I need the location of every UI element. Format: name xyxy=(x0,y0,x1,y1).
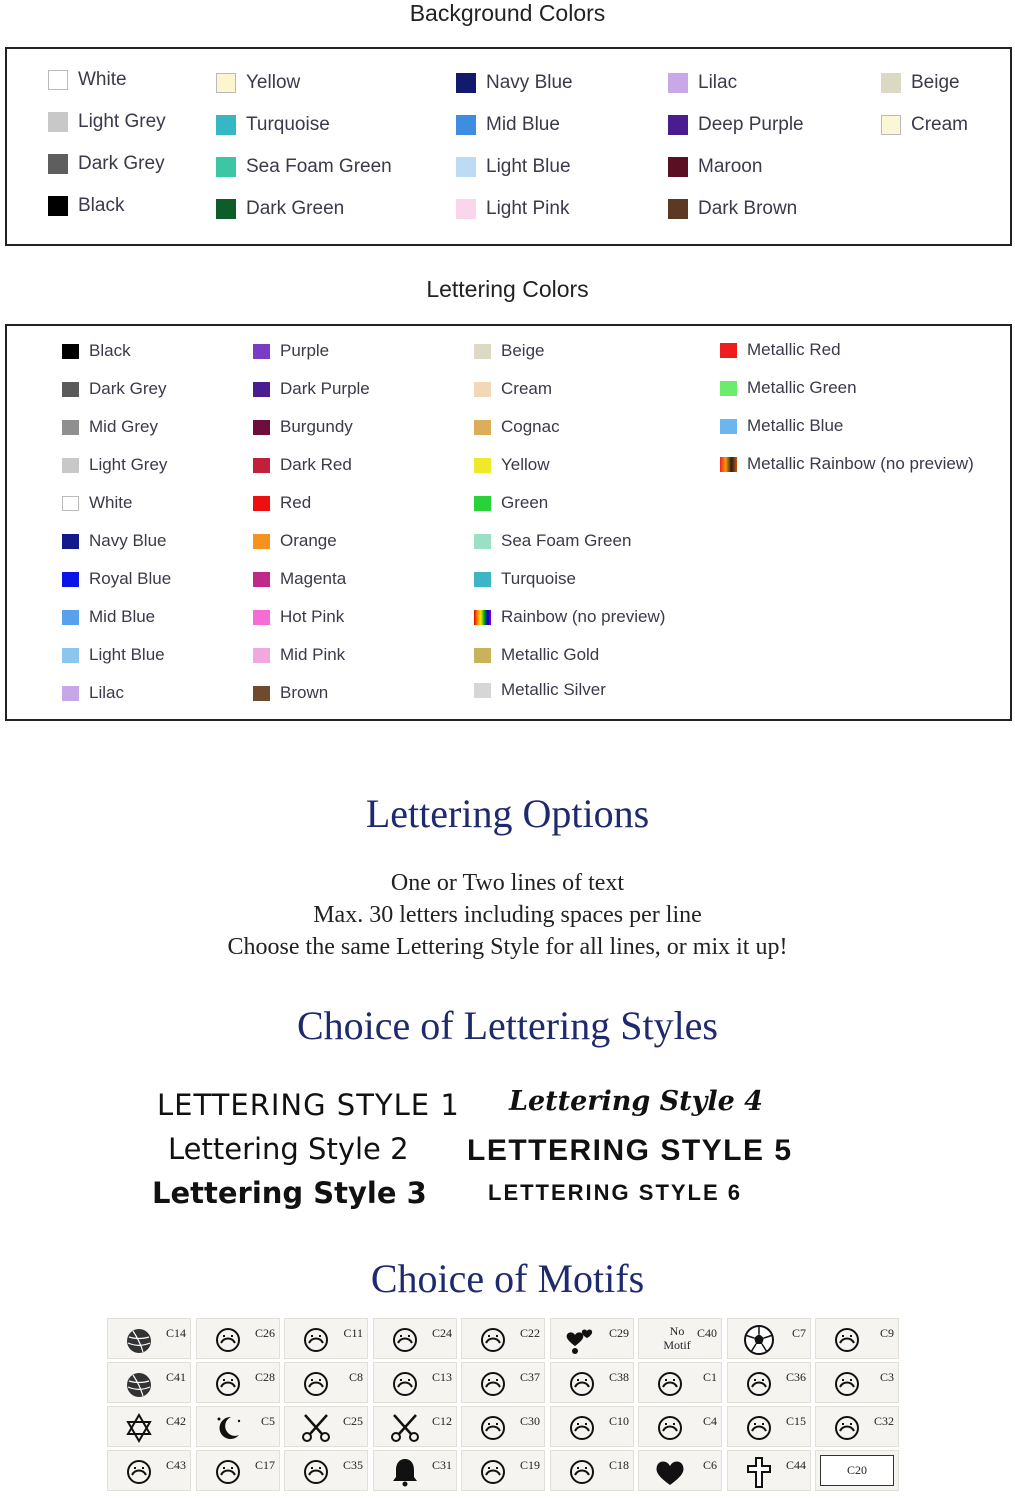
motif-code: C17 xyxy=(254,1458,275,1472)
color-label: Light Blue xyxy=(486,156,571,177)
color-swatch xyxy=(62,686,79,701)
bird-icon xyxy=(653,1367,687,1401)
motif-option-c20[interactable] xyxy=(815,1450,899,1491)
motif-code: C24 xyxy=(431,1326,452,1340)
background-color-option[interactable] xyxy=(48,153,165,175)
color-swatch xyxy=(474,496,491,511)
background-color-option[interactable] xyxy=(668,198,797,220)
color-swatch xyxy=(253,572,270,587)
background-color-option[interactable] xyxy=(48,111,166,133)
scissors-icon xyxy=(388,1411,422,1445)
motif-option-c15[interactable] xyxy=(727,1406,811,1447)
color-swatch xyxy=(474,344,491,359)
color-swatch xyxy=(456,199,476,219)
lettering-style-2: Lettering Style 2 xyxy=(168,1132,409,1166)
lettering-color-option[interactable] xyxy=(474,569,576,589)
lettering-color-option[interactable] xyxy=(62,379,166,399)
motif-option-c1[interactable] xyxy=(638,1362,722,1403)
color-swatch xyxy=(253,458,270,473)
color-label: Cream xyxy=(501,379,553,398)
flower-icon xyxy=(299,1367,333,1401)
color-label: Dark Red xyxy=(280,455,352,474)
lettering-option-line-2: Max. 30 letters including spaces per line xyxy=(313,902,702,928)
thistle-icon xyxy=(476,1367,510,1401)
color-swatch xyxy=(720,419,737,434)
motif-code: C5 xyxy=(260,1414,275,1428)
color-swatch xyxy=(668,157,688,177)
color-label: Rainbow (no preview) xyxy=(501,607,666,626)
color-label: Metallic Silver xyxy=(501,680,606,699)
motif-option-c32[interactable] xyxy=(815,1406,899,1447)
motif-code: C25 xyxy=(342,1414,363,1428)
motif-option-c37[interactable] xyxy=(461,1362,545,1403)
lettering-color-option[interactable] xyxy=(62,455,167,475)
lettering-color-option[interactable] xyxy=(253,683,328,703)
lettering-colors-title: Lettering Colors xyxy=(426,276,589,302)
color-swatch xyxy=(62,344,79,359)
color-swatch xyxy=(720,343,737,358)
motif-option-c6[interactable] xyxy=(638,1450,722,1491)
lettering-color-option[interactable] xyxy=(474,455,550,475)
motif-option-c9[interactable] xyxy=(815,1318,899,1359)
color-label: Light Blue xyxy=(89,645,165,664)
motif-code: C13 xyxy=(431,1370,452,1384)
color-label: Brown xyxy=(280,683,329,702)
lettering-color-option[interactable] xyxy=(720,378,857,398)
motif-option-c11[interactable] xyxy=(284,1318,368,1359)
color-swatch xyxy=(474,420,491,435)
motif-option-c30[interactable] xyxy=(461,1406,545,1447)
color-label: Deep Purple xyxy=(698,114,804,135)
background-color-option[interactable] xyxy=(456,156,571,178)
background-color-option[interactable] xyxy=(216,198,344,220)
color-swatch xyxy=(474,683,491,698)
rocking-horse-icon xyxy=(830,1411,864,1445)
motif-code: C37 xyxy=(519,1370,540,1384)
butterfly-icon xyxy=(388,1323,422,1357)
motif-code: C14 xyxy=(165,1326,186,1340)
lettering-color-option[interactable] xyxy=(253,417,353,437)
lettering-color-option[interactable] xyxy=(720,454,974,474)
motif-option-c26[interactable] xyxy=(196,1318,280,1359)
color-label: Mid Pink xyxy=(280,645,346,664)
color-label: Dark Grey xyxy=(78,153,165,174)
yarn-ball-icon xyxy=(122,1367,156,1401)
penguin-icon xyxy=(653,1411,687,1445)
motif-code: C28 xyxy=(254,1370,275,1384)
color-label: Light Grey xyxy=(89,455,168,474)
lettering-color-option[interactable] xyxy=(62,341,131,361)
color-label: White xyxy=(89,493,133,512)
background-color-option[interactable] xyxy=(668,156,762,178)
color-label: Sea Foam Green xyxy=(501,531,632,550)
color-swatch xyxy=(668,115,688,135)
motif-code: C32 xyxy=(873,1414,894,1428)
color-label: Mid Blue xyxy=(486,114,560,135)
horse-head-icon xyxy=(388,1367,422,1401)
cat-icon xyxy=(565,1411,599,1445)
ship-icon xyxy=(476,1455,510,1489)
color-label: Metallic Green xyxy=(747,378,857,397)
background-color-option[interactable] xyxy=(456,72,573,94)
color-swatch xyxy=(456,157,476,177)
motif-code: C29 xyxy=(608,1326,629,1340)
lettering-color-option[interactable] xyxy=(474,645,599,665)
lettering-option-line-1: One or Two lines of text xyxy=(390,870,625,896)
color-swatch xyxy=(62,648,79,663)
motif-code: C22 xyxy=(519,1326,540,1340)
sheep-icon xyxy=(211,1455,245,1489)
motif-option-c10[interactable] xyxy=(550,1406,634,1447)
motif-code: C38 xyxy=(608,1370,629,1384)
motif-option-c42[interactable] xyxy=(107,1406,191,1447)
lettering-color-option[interactable] xyxy=(474,680,606,700)
color-swatch xyxy=(48,112,68,132)
color-label: Light Grey xyxy=(78,111,166,132)
lettering-color-option[interactable] xyxy=(253,569,346,589)
color-swatch xyxy=(456,73,476,93)
lettering-color-option[interactable] xyxy=(253,455,352,475)
lettering-color-option[interactable] xyxy=(720,416,843,436)
motif-option-c36[interactable] xyxy=(727,1362,811,1403)
color-label: Turquoise xyxy=(501,569,576,588)
color-label: Turquoise xyxy=(246,114,330,135)
motif-option-c31[interactable] xyxy=(373,1450,457,1491)
motif-code: C44 xyxy=(785,1458,806,1472)
motif-option-c19[interactable] xyxy=(461,1450,545,1491)
color-swatch xyxy=(881,115,901,135)
motif-code: C36 xyxy=(785,1370,806,1384)
lettering-option-line-3: Choose the same Lettering Style for all lines, or mix it up! xyxy=(227,934,788,960)
rabbit-icon xyxy=(299,1323,333,1357)
motif-code: C3 xyxy=(879,1370,894,1384)
color-swatch xyxy=(474,610,491,625)
cotton-reel-icon xyxy=(742,1411,776,1445)
motif-option-c5[interactable] xyxy=(196,1406,280,1447)
lettering-color-option[interactable] xyxy=(474,493,548,513)
motif-option-c28[interactable] xyxy=(196,1362,280,1403)
background-color-option[interactable] xyxy=(216,114,330,136)
color-label: Dark Green xyxy=(246,198,345,219)
color-swatch xyxy=(668,199,688,219)
color-label: Beige xyxy=(501,341,545,360)
bell-icon xyxy=(388,1455,422,1489)
color-label: Cream xyxy=(911,114,969,135)
motif-option-c13[interactable] xyxy=(373,1362,457,1403)
background-color-option[interactable] xyxy=(48,69,127,91)
color-swatch xyxy=(253,534,270,549)
motif-code: C31 xyxy=(431,1458,452,1472)
motif-code: C8 xyxy=(348,1370,363,1384)
color-swatch xyxy=(474,534,491,549)
color-swatch xyxy=(720,381,737,396)
color-swatch xyxy=(216,115,236,135)
clown-icon xyxy=(830,1367,864,1401)
motif-option-c44[interactable] xyxy=(727,1450,811,1491)
color-label: Metallic Red xyxy=(747,340,841,359)
heart-icon xyxy=(653,1455,687,1489)
motif-code: C7 xyxy=(791,1326,806,1340)
color-label: Magenta xyxy=(280,569,347,588)
motif-code: C9 xyxy=(879,1326,894,1340)
color-swatch xyxy=(253,382,270,397)
color-label: Royal Blue xyxy=(89,569,172,588)
motif-code: C26 xyxy=(254,1326,275,1340)
motifs-title: Choice of Motifs xyxy=(370,1256,645,1301)
motif-option-c4[interactable] xyxy=(638,1406,722,1447)
lettering-style-1: LETTERING STYLE 1 xyxy=(157,1088,460,1122)
motif-code: C11 xyxy=(343,1326,363,1340)
color-label: Dark Purple xyxy=(280,379,370,398)
sewing-machine-icon xyxy=(476,1411,510,1445)
lettering-color-option[interactable] xyxy=(474,341,544,361)
lettering-color-option[interactable] xyxy=(62,493,132,513)
color-label: Yellow xyxy=(501,455,550,474)
motif-option-c14[interactable] xyxy=(107,1318,191,1359)
motif-code: C40 xyxy=(696,1326,717,1340)
color-label: White xyxy=(78,69,127,90)
color-swatch xyxy=(216,157,236,177)
lettering-color-option[interactable] xyxy=(62,531,166,551)
lettering-style-3: Lettering Style 3 xyxy=(152,1176,427,1210)
cat-sleeping-icon xyxy=(299,1455,333,1489)
color-swatch xyxy=(216,199,236,219)
motif-code: C20 xyxy=(846,1463,867,1477)
background-color-option[interactable] xyxy=(216,72,300,94)
lettering-options-title: Lettering Options xyxy=(365,791,650,836)
motif-code: C30 xyxy=(519,1414,540,1428)
rose-icon xyxy=(565,1455,599,1489)
lettering-styles-title: Choice of Lettering Styles xyxy=(296,1003,718,1048)
color-swatch xyxy=(474,458,491,473)
lettering-color-option[interactable] xyxy=(62,569,171,589)
color-swatch xyxy=(720,457,737,472)
hearts-icon xyxy=(565,1323,599,1357)
motif-code: C12 xyxy=(431,1414,452,1428)
motif-option-c29[interactable] xyxy=(550,1318,634,1359)
color-label: Purple xyxy=(280,341,330,360)
color-label: Metallic Blue xyxy=(747,416,844,435)
color-label: Metallic Gold xyxy=(501,645,600,664)
thread-spool-icon xyxy=(476,1323,510,1357)
background-color-option[interactable] xyxy=(48,195,124,217)
motif-code: C43 xyxy=(165,1458,186,1472)
color-swatch xyxy=(62,572,79,587)
background-color-option[interactable] xyxy=(881,114,968,136)
no-motif-label: No Motif xyxy=(663,1324,691,1352)
color-swatch xyxy=(62,458,79,473)
flowers-icon xyxy=(211,1367,245,1401)
color-swatch xyxy=(48,196,68,216)
lettering-color-option[interactable] xyxy=(474,417,560,437)
color-swatch xyxy=(253,610,270,625)
color-swatch xyxy=(253,686,270,701)
color-swatch xyxy=(48,154,68,174)
background-color-option[interactable] xyxy=(668,72,737,94)
motif-code: C10 xyxy=(608,1414,629,1428)
color-swatch xyxy=(62,496,79,511)
color-label: Black xyxy=(78,195,125,216)
motif-option-c7[interactable] xyxy=(727,1318,811,1359)
motif-option-c25[interactable] xyxy=(284,1406,368,1447)
motif-option-c40[interactable] xyxy=(638,1318,722,1359)
color-swatch xyxy=(62,534,79,549)
motif-code: C41 xyxy=(165,1370,186,1384)
color-label: Beige xyxy=(911,72,960,93)
color-label: Cognac xyxy=(501,417,560,436)
lettering-color-option[interactable] xyxy=(253,645,345,665)
color-swatch xyxy=(253,496,270,511)
color-label: Lilac xyxy=(698,72,738,93)
color-label: Green xyxy=(501,493,549,512)
color-swatch xyxy=(474,382,491,397)
lettering-color-option[interactable] xyxy=(253,607,344,627)
color-swatch xyxy=(216,73,236,93)
color-swatch xyxy=(48,70,68,90)
color-swatch xyxy=(474,648,491,663)
motif-option-c18[interactable] xyxy=(550,1450,634,1491)
background-color-option[interactable] xyxy=(881,72,960,94)
motif-option-c8[interactable] xyxy=(284,1362,368,1403)
lettering-color-option[interactable] xyxy=(474,531,631,551)
color-swatch xyxy=(62,420,79,435)
color-label: Sea Foam Green xyxy=(246,156,392,177)
duck-icon xyxy=(742,1367,776,1401)
background-color-option[interactable] xyxy=(216,156,392,178)
lettering-style-6: LETTERING STYLE 6 xyxy=(488,1180,743,1205)
lettering-color-option[interactable] xyxy=(62,417,158,437)
lettering-color-option[interactable] xyxy=(62,683,124,703)
color-label: Maroon xyxy=(698,156,763,177)
star-of-david-icon xyxy=(122,1411,156,1445)
yarn-balls-icon xyxy=(122,1323,156,1357)
motif-code: C19 xyxy=(519,1458,540,1472)
color-swatch xyxy=(253,344,270,359)
color-swatch xyxy=(881,73,901,93)
lettering-color-option[interactable] xyxy=(62,645,165,665)
background-color-option[interactable] xyxy=(456,114,560,136)
lettering-style-5: LETTERING STYLE 5 xyxy=(467,1134,793,1167)
color-label: Dark Grey xyxy=(89,379,167,398)
color-swatch xyxy=(668,73,688,93)
lettering-color-option[interactable] xyxy=(474,607,665,627)
motif-option-c35[interactable] xyxy=(284,1450,368,1491)
color-label: Red xyxy=(280,493,312,512)
color-label: Light Pink xyxy=(486,198,570,219)
color-label: Navy Blue xyxy=(89,531,167,550)
color-label: Mid Blue xyxy=(89,607,156,626)
scissors-tools-icon xyxy=(299,1411,333,1445)
motif-code: C6 xyxy=(702,1458,717,1472)
background-colors-title: Background Colors xyxy=(409,0,606,26)
motif-code: C1 xyxy=(702,1370,717,1384)
color-label: Dark Brown xyxy=(698,198,798,219)
color-swatch xyxy=(456,115,476,135)
football-icon xyxy=(742,1323,776,1357)
lettering-color-option[interactable] xyxy=(253,493,311,513)
lettering-color-option[interactable] xyxy=(253,379,370,399)
bow-ribbon-icon xyxy=(211,1323,245,1357)
motif-code: C42 xyxy=(165,1414,186,1428)
color-swatch xyxy=(253,648,270,663)
color-label: Orange xyxy=(280,531,337,550)
motif-option-c17[interactable] xyxy=(196,1450,280,1491)
motif-option-c12[interactable] xyxy=(373,1406,457,1447)
cross-icon xyxy=(742,1455,776,1489)
car-icon xyxy=(830,1323,864,1357)
background-color-option[interactable] xyxy=(668,114,804,136)
lettering-color-option[interactable] xyxy=(720,340,841,360)
color-label: Lilac xyxy=(89,683,124,702)
color-label: Burgundy xyxy=(280,417,353,436)
angel-icon xyxy=(122,1455,156,1489)
motif-option-c24[interactable] xyxy=(373,1318,457,1359)
color-swatch xyxy=(62,610,79,625)
color-swatch xyxy=(62,382,79,397)
color-label: Navy Blue xyxy=(486,72,573,93)
motif-code: C15 xyxy=(785,1414,806,1428)
fairy-icon xyxy=(565,1367,599,1401)
lettering-color-option[interactable] xyxy=(62,607,155,627)
color-label: Black xyxy=(89,341,131,360)
motif-code: C18 xyxy=(608,1458,629,1472)
color-label: Yellow xyxy=(246,72,301,93)
lettering-color-option[interactable] xyxy=(474,379,552,399)
background-color-option[interactable] xyxy=(456,198,569,220)
color-label: Mid Grey xyxy=(89,417,158,436)
motif-option-c41[interactable] xyxy=(107,1362,191,1403)
motif-option-c43[interactable] xyxy=(107,1450,191,1491)
color-swatch xyxy=(474,572,491,587)
lettering-style-4: Lettering Style 4 xyxy=(509,1086,763,1117)
motif-code: C4 xyxy=(702,1414,717,1428)
moon-stars-icon xyxy=(211,1411,245,1445)
motif-option-c3[interactable] xyxy=(815,1362,899,1403)
color-label: Metallic Rainbow (no preview) xyxy=(747,454,974,473)
lettering-color-option[interactable] xyxy=(253,531,337,551)
motif-option-c22[interactable] xyxy=(461,1318,545,1359)
motif-code: C35 xyxy=(342,1458,363,1472)
motif-option-c38[interactable] xyxy=(550,1362,634,1403)
color-label: Hot Pink xyxy=(280,607,345,626)
lettering-color-option[interactable] xyxy=(253,341,329,361)
color-swatch xyxy=(253,420,270,435)
